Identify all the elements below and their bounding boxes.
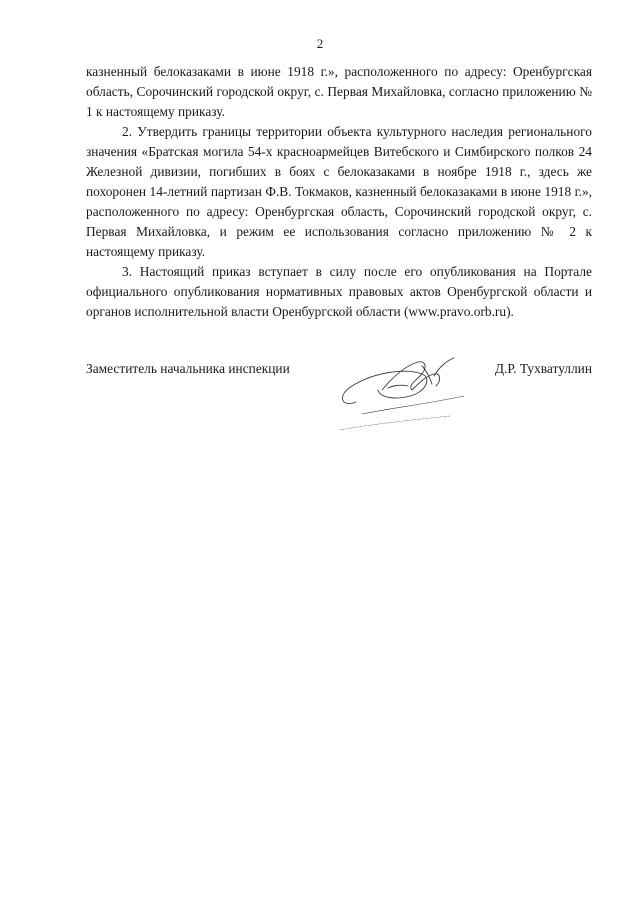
document-body xyxy=(86,62,592,322)
signer-position: Заместитель начальника инспекции xyxy=(86,361,290,376)
paragraph-item-2: 2. Утвердить границы территории объекта культурного наследия регионального значения «Братская могила 54-х красноармейцев Витебского и Симбирского полков 24 Железной дивизии, погибших в боях с белоказаками в ноябре 1918 г., здесь же похоронен 14-летний партизан Ф.В. Токмаков, казненный белоказаками в июне 1918 г.», расположенного по адресу: Оренбургская область, Сорочинский городской округ, с. Первая Михайловка, и режим ее использования согласно приложению № 2 к настоящему приказу. xyxy=(86,124,592,259)
handwritten-signature xyxy=(322,336,472,436)
paragraph-continuation: казненный белоказаками в июне 1918 г.», расположенного по адресу: Оренбургская область, Сорочинский городской округ, с. Первая Михайловка, согласно приложению № 1 к настоящему приказу. xyxy=(86,64,592,119)
paragraph-item-3: 3. Настоящий приказ вступает в силу после его опубликования на Портале официального опубликования нормативных правовых актов Оренбургской области и органов исполнительной власти Оренбургской области (www.pravo.orb.ru). xyxy=(86,264,592,319)
page-number: 2 xyxy=(316,36,324,51)
signer-name: Д.Р. Тухватуллин xyxy=(494,361,592,376)
